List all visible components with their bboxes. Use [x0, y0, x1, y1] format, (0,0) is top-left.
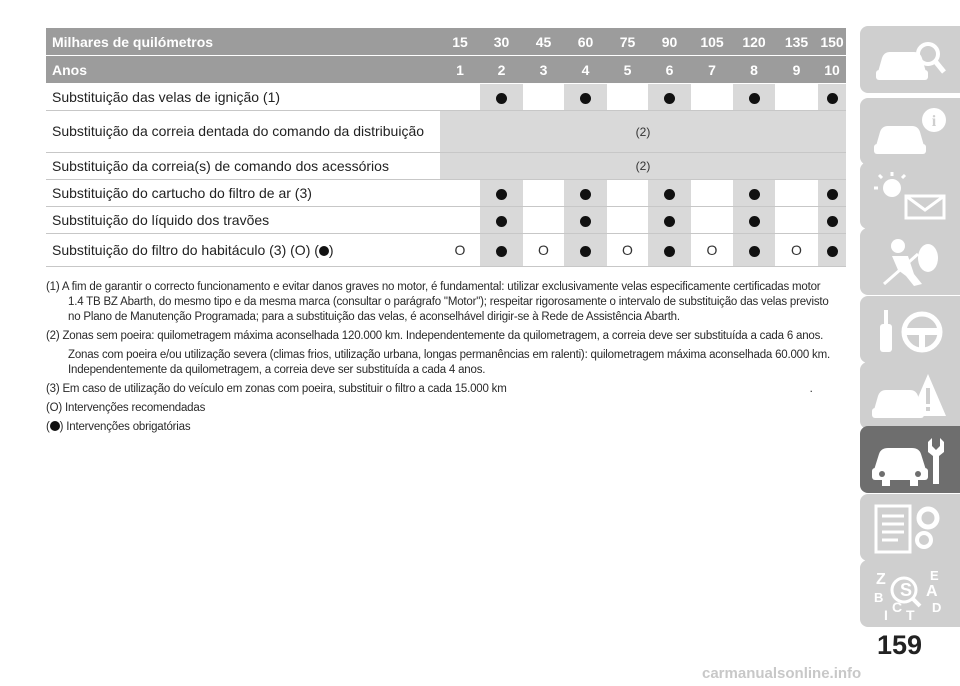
- empty-cell: [523, 180, 564, 207]
- row-label: [46, 207, 440, 234]
- empty-cell: [523, 207, 564, 234]
- watermark: carmanualsonline.info: [702, 665, 862, 682]
- year-header-cell: 7: [691, 56, 733, 84]
- mandatory-cell: [648, 234, 691, 267]
- mandatory-cell: [648, 180, 691, 207]
- table-row: [46, 111, 846, 153]
- index-letter-i: I: [884, 607, 888, 622]
- span-note-cell: (2): [440, 153, 846, 180]
- maintenance-table: [46, 28, 846, 267]
- year-header-cell: 6: [648, 56, 691, 84]
- mandatory-dot-icon: [496, 189, 507, 200]
- km-header-cell: 15: [440, 28, 480, 56]
- tab-car-search[interactable]: [860, 26, 960, 93]
- empty-cell: [440, 84, 480, 111]
- recommended-mark: O: [622, 242, 633, 258]
- row-label-text: Substituição do cartucho do filtro de ar (3): [52, 184, 312, 201]
- km-header-cell: 90: [648, 28, 691, 56]
- empty-cell: [775, 180, 818, 207]
- key-steering-icon: [870, 302, 950, 358]
- recommended-cell: [775, 234, 818, 267]
- row-label: [46, 234, 440, 267]
- lights-message-icon: [870, 168, 950, 224]
- tab-index-letters[interactable]: [860, 560, 960, 627]
- mandatory-cell: [733, 84, 775, 111]
- year-header-cell: 8: [733, 56, 775, 84]
- empty-cell: [440, 207, 480, 234]
- index-letter-z: Z: [876, 571, 886, 588]
- car-warning-icon: [870, 368, 950, 424]
- row-label: [46, 84, 440, 111]
- empty-cell: [607, 180, 648, 207]
- mandatory-dot-icon: [580, 246, 591, 257]
- mandatory-cell: [818, 207, 846, 234]
- recommended-mark: O: [706, 242, 718, 258]
- mandatory-dot-icon: [664, 189, 675, 200]
- empty-cell: [775, 84, 818, 111]
- row-label: [46, 153, 440, 180]
- mandatory-cell: [648, 84, 691, 111]
- empty-cell: [691, 180, 733, 207]
- row-label-suffix: ): [328, 241, 334, 258]
- mandatory-cell: [648, 207, 691, 234]
- empty-cell: [607, 84, 648, 111]
- km-header-cell: 75: [607, 28, 648, 56]
- year-header-cell: 1: [440, 56, 480, 84]
- empty-cell: [775, 207, 818, 234]
- airbag-person-icon: [870, 234, 950, 290]
- footnote-3: [46, 382, 836, 397]
- mandatory-cell: [818, 84, 846, 111]
- empty-cell: [523, 84, 564, 111]
- row-label-text: Substituição da correia(s) de comando dos acessórios: [52, 157, 389, 174]
- year-header-cell: 5: [607, 56, 648, 84]
- index-letter-e: E: [930, 568, 939, 583]
- mandatory-dot-icon: [664, 93, 675, 104]
- year-header-cell: 9: [775, 56, 818, 84]
- mandatory-cell: [733, 234, 775, 267]
- mandatory-dot-icon: [664, 246, 675, 257]
- year-header-cell: 2: [480, 56, 523, 84]
- index-letter-t: T: [906, 607, 915, 622]
- mandatory-label: ) Intervenções obrigatórias: [59, 421, 191, 433]
- car-info-icon: [870, 104, 950, 160]
- tab-lights-message[interactable]: [860, 162, 960, 229]
- index-letter-d: D: [932, 600, 942, 615]
- paren-open: (: [46, 421, 50, 433]
- footnote-3-tail: .: [809, 383, 813, 395]
- year-header-cell: 3: [523, 56, 564, 84]
- km-header-row: [46, 28, 846, 56]
- table-row: [46, 234, 846, 267]
- footnotes: [46, 280, 836, 439]
- mandatory-cell: [818, 234, 846, 267]
- tab-key-steering[interactable]: [860, 296, 960, 363]
- km-header-cell: 60: [564, 28, 607, 56]
- recommended-mark: O: [791, 242, 802, 258]
- car-wrench-icon: [870, 432, 950, 488]
- row-label-text: Substituição do filtro do habitáculo (3) (O) (: [52, 241, 319, 258]
- mandatory-dot-icon: [319, 246, 329, 256]
- footnote-mandatory: [46, 420, 836, 435]
- mandatory-dot-icon: [749, 246, 760, 257]
- mandatory-dot-icon: [827, 93, 838, 104]
- footnote-2: (2) Zonas sem poeira: quilometragem máxima aconselhada 120.000 km. Independentemente da quilometragem, a correia deve ser substituída a cada 6 anos.: [46, 330, 824, 342]
- mandatory-cell: [480, 207, 523, 234]
- index-letter-b: B: [874, 590, 884, 605]
- mandatory-cell: [480, 84, 523, 111]
- list-gear-icon: [870, 500, 950, 556]
- tab-list-gear[interactable]: [860, 494, 960, 561]
- mandatory-dot-icon: [827, 216, 838, 227]
- mandatory-dot-icon: [827, 246, 838, 257]
- empty-cell: [607, 207, 648, 234]
- mandatory-cell: [480, 234, 523, 267]
- mandatory-dot-icon: [496, 93, 507, 104]
- row-label-text: Substituição das velas de ignição (1): [52, 88, 281, 105]
- years-header-row: [46, 56, 846, 84]
- page-number: 159: [877, 630, 923, 660]
- mandatory-cell: [480, 180, 523, 207]
- footnote-3-text: (3) Em caso de utilização do veículo em zonas com poeira, substituir o filtro a cada 15.000 km: [46, 383, 507, 395]
- table-row: [46, 207, 846, 234]
- year-header-cell: 4: [564, 56, 607, 84]
- recommended-cell: [691, 234, 733, 267]
- index-letters-icon: [870, 566, 950, 622]
- km-header-cell: 120: [733, 28, 775, 56]
- table-row: [46, 153, 846, 180]
- mandatory-cell: [564, 84, 607, 111]
- footnote-2-continued: Zonas com poeira e/ou utilização severa (climas frios, utilização urbana, longas permanências em ralenti): quilometragem máxima aconselhada 60.000 km. Independentemente da quilometragem, a correia deve ser substituída a cada 4 anos.: [68, 349, 830, 376]
- row-label: [46, 180, 440, 207]
- recommended-cell: [607, 234, 648, 267]
- mandatory-cell: [733, 180, 775, 207]
- recommended-cell: [440, 234, 480, 267]
- recommended-cell: [523, 234, 564, 267]
- index-letter-a: A: [926, 583, 938, 600]
- km-header-cell: 150: [818, 28, 846, 56]
- km-header-cell: 105: [691, 28, 733, 56]
- mandatory-dot-icon: [496, 246, 507, 257]
- mandatory-cell: [733, 207, 775, 234]
- span-note-cell: (2): [440, 111, 846, 153]
- empty-cell: [691, 207, 733, 234]
- mandatory-dot-icon: [827, 189, 838, 200]
- mandatory-dot-icon: [580, 216, 591, 227]
- km-header-cell: 30: [480, 28, 523, 56]
- mandatory-dot-icon: [50, 421, 60, 431]
- tab-car-info[interactable]: [860, 98, 960, 165]
- mandatory-dot-icon: [664, 216, 675, 227]
- recommended-mark: O: [454, 242, 466, 258]
- table-row: [46, 180, 846, 207]
- tab-car-wrench[interactable]: [860, 426, 960, 493]
- table-row: [46, 84, 846, 111]
- row-label-text: Substituição do líquido dos travões: [52, 211, 270, 228]
- mandatory-dot-icon: [496, 216, 507, 227]
- tab-airbag-person[interactable]: [860, 228, 960, 295]
- row-label: [46, 111, 440, 153]
- mandatory-cell: [564, 207, 607, 234]
- row-label-text: Substituição da correia dentada do comando da distribuição: [52, 123, 425, 139]
- tab-car-warning[interactable]: [860, 362, 960, 429]
- index-letter-s: S: [900, 580, 913, 600]
- mandatory-cell: [564, 180, 607, 207]
- empty-cell: [440, 180, 480, 207]
- empty-cell: [691, 84, 733, 111]
- footnote-recommended: (O) Intervenções recomendadas: [46, 402, 206, 414]
- year-header-cell: 10: [818, 56, 846, 84]
- mandatory-dot-icon: [580, 93, 591, 104]
- car-search-icon: [870, 32, 950, 88]
- svg-text:i: i: [931, 113, 937, 130]
- mandatory-dot-icon: [749, 93, 760, 104]
- mandatory-cell: [818, 180, 846, 207]
- years-header-label: Anos: [46, 56, 440, 84]
- km-header-label: Milhares de quilómetros: [46, 28, 440, 56]
- km-header-cell: 45: [523, 28, 564, 56]
- km-header-cell: 135: [775, 28, 818, 56]
- recommended-mark: O: [538, 242, 549, 258]
- mandatory-dot-icon: [580, 189, 591, 200]
- mandatory-cell: [564, 234, 607, 267]
- index-letter-c: C: [892, 599, 903, 615]
- mandatory-dot-icon: [749, 216, 760, 227]
- mandatory-dot-icon: [749, 189, 760, 200]
- footnote-1: (1) A fim de garantir o correcto funcionamento e evitar danos graves no motor, é fundamental: utilizar exclusivamente velas especificamente certificadas motor 1.4 TB BZ Abarth, do mesmo tipo e da mesma marca (consultar o parágrafo "Motor"); respeitar rigorosamente o intervalo de substituição das velas previsto no Plano de Manutenção Programada; para a substituição das velas, é aconselhável dirigir-se à Rede de Assistência Abarth.: [46, 281, 829, 323]
